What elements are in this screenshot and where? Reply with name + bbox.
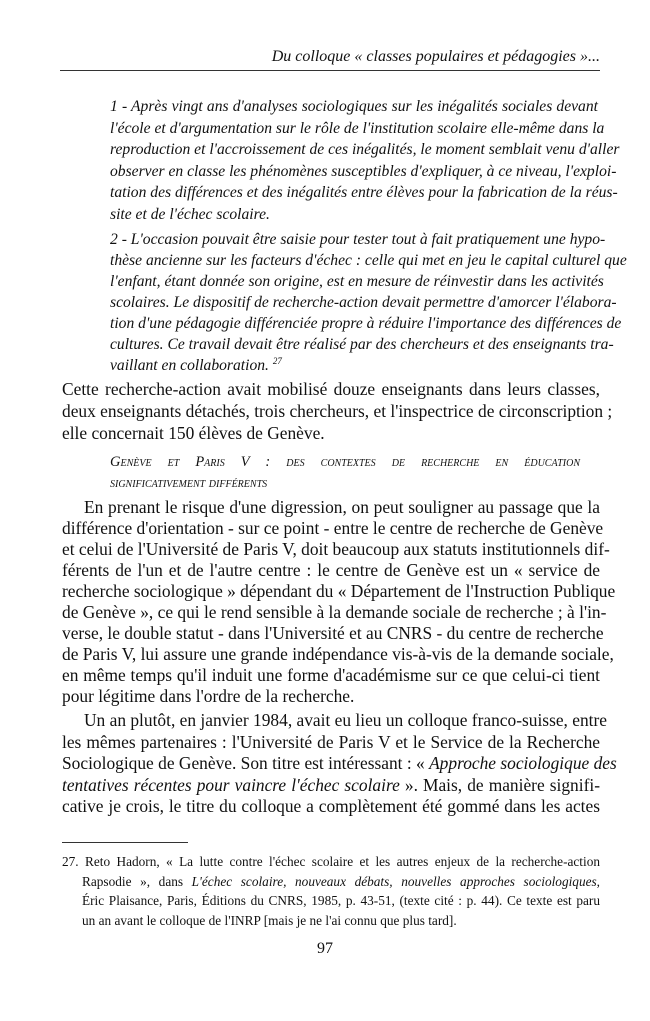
text-line: scolaires. Le dispositif de recherche-action devait permettre d'amorcer l'élabora- — [110, 294, 617, 311]
footnote-27 — [62, 852, 600, 930]
text-line: 1 - Après vingt ans d'analyses sociologiques sur les inégalités sociales devant — [110, 98, 598, 115]
text-line: les mêmes partenaires : l'Université de Paris V et le Service de la Recherche — [62, 731, 600, 752]
text-line: Un an plutôt, en janvier 1984, avait eu lieu un colloque franco-suisse, entre — [84, 710, 608, 730]
text-segment: Sociologique de Genève. Son titre est intéressant : « — [62, 753, 430, 773]
text-line: tion d'une pédagogie différenciée propre à réduire l'importance des différences de — [110, 315, 622, 332]
text-line: deux enseignants détachés, trois chercheurs, et l'inspectrice de circonscription ; — [62, 401, 613, 421]
text-line: site et de l'échec scolaire. — [110, 205, 270, 223]
section-heading — [110, 452, 580, 494]
text-line: Cette recherche-action avait mobilisé douze enseignants dans leurs classes, — [62, 379, 600, 399]
paragraph-colloque — [62, 710, 617, 818]
text-segment: ». Mais, de manière signifi- — [399, 774, 600, 795]
text-line: l'enfant, étant donnée son origine, est en mesure de réinvestir dans les activités — [110, 273, 604, 290]
text-line: cative je crois, le titre du colloque a complètement été gommé dans les actes — [62, 796, 600, 816]
text-line: cultures. Ce travail devait être réalisé par des chercheurs et des enseignants tra- — [110, 336, 614, 353]
footnote-reference: 27 — [272, 355, 282, 366]
text-line: 2 - L'occasion pouvait être saisie pour tester tout à fait pratiquement une hypo- — [110, 231, 606, 248]
text-line: En prenant le risque d'une digression, on peut souligner au passage que la — [84, 497, 600, 517]
paragraph-digression — [62, 497, 616, 707]
footnote-rule — [62, 842, 188, 843]
header-rule — [60, 70, 600, 71]
text-line: observer en classe les phénomènes susceptibles d'expliquer, à ce niveau, l'exploi- — [110, 162, 617, 180]
text-line: tation des différences et des inégalités entre élèves pour la fabrication de la réus- — [110, 184, 618, 201]
text-line: recherche sociologique » dépendant du « Département de l'Instruction Publique — [62, 581, 616, 601]
text-line: reproduction et l'accroissement de ces inégalités, le moment semblait venu d'aller — [110, 141, 620, 158]
text-line: 27. Reto Hadorn, « La lutte contre l'échec scolaire et les autres enjeux de la recherche-action — [62, 854, 600, 869]
text-line: différence d'orientation - sur ce point - entre le centre de recherche de Genève — [62, 518, 604, 538]
text-line — [62, 775, 600, 797]
quote-point-2 — [110, 229, 627, 376]
text-segment: vaillant en collaboration. — [110, 357, 273, 374]
text-segment: Approche sociologique des — [429, 753, 617, 773]
text-line: de Paris V, lui assure une grande indépendance vis-à-vis de la demande sociale, — [62, 644, 614, 664]
quote-point-1 — [110, 96, 620, 225]
text-line: l'école et d'argumentation sur le rôle de l'institution scolaire elle-même dans la — [110, 119, 605, 137]
text-line: de Genève », ce qui le rend sensible à la demande sociale de recherche ; à l'in- — [62, 602, 607, 622]
text-line: thèse ancienne sur les facteurs d'échec : celle qui met en jeu le capital culturel que — [110, 252, 627, 269]
text-line: un an avant le colloque de l'INRP [mais je ne l'ai connu que plus tard]. — [82, 912, 457, 928]
text-segment: , — [596, 873, 600, 889]
text-line: Éric Plaisance, Paris, Éditions du CNRS, 1985, p. 43-51, (texte cité : p. 44). Ce texte est paru — [82, 893, 600, 908]
text-segment: tentatives récentes pour vaincre l'échec scolaire — [62, 774, 400, 795]
text-segment: Rapsodie », dans — [82, 873, 192, 889]
page-number: 97 — [317, 940, 333, 957]
text-line — [62, 872, 600, 892]
text-line: verse, le double statut - dans l'Université et au CNRS - du centre de recherche — [62, 623, 604, 643]
running-header: Du colloque « classes populaires et pédagogies »... — [271, 48, 600, 65]
text-line: férents de l'un et de l'autre centre : le centre de Genève est un « service de — [62, 560, 600, 580]
text-line — [62, 753, 617, 775]
text-line: et celui de l'Université de Paris V, doit beaucoup aux statuts institutionnels dif- — [62, 539, 610, 559]
text-line: Genève et Paris V : des contextes de recherche en éducation — [110, 454, 580, 470]
text-line: en même temps qu'il induit une forme d'académisme sur ce que celui-ci tient — [62, 665, 600, 685]
paragraph-cette-recherche — [62, 378, 613, 444]
text-line: significativement différents — [110, 475, 268, 491]
text-line — [110, 355, 598, 376]
text-segment: L'échec scolaire, nouveaux débats, nouvelles approches sociologiques — [191, 873, 597, 889]
text-line: elle concernait 150 élèves de Genève. — [62, 423, 325, 443]
text-line: pour légitime dans l'ordre de la recherche. — [62, 686, 355, 706]
